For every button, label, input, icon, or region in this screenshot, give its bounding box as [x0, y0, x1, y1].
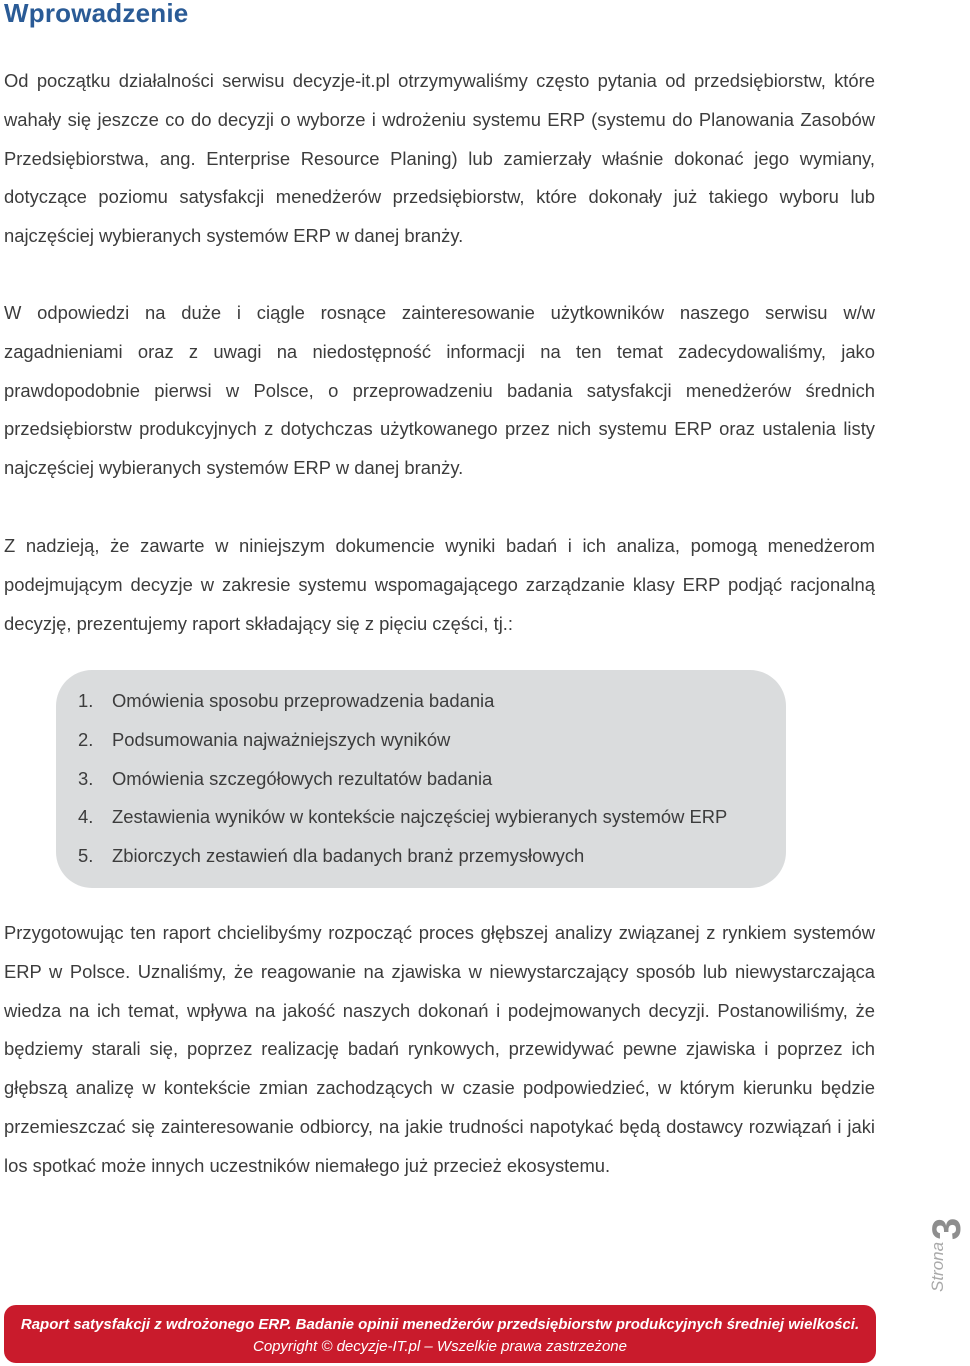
page-title: Wprowadzenie	[4, 0, 189, 28]
page-number: 3	[925, 1217, 969, 1240]
page-marker	[925, 1200, 969, 1300]
list-item-number: 5.	[78, 845, 94, 867]
list-item	[78, 837, 727, 876]
list-item-number: 3.	[78, 767, 94, 789]
intro-paragraph-4: Przygotowując ten raport chcielibyśmy rozpocząć proces głębszej analizy związanej z rynkiem systemów ERP w Polsce. Uznaliśmy, że reagowanie na zjawiska w niewystarczający sposób lub niewystarczająca wiedza na ich temat, wpływa na jakość naszych dokonań i podejmowanych decyzji. Postanowiliśmy, że będziemy starali się, poprzez realizację badań rynkowych, przewidywać pewne zjawiska i poprzez ich głębszą analizę w kontekście zmian zachodzących w czasie podpowiedzieć, w którym kierunku będzie przemieszczać się zainteresowanie odbiorcy, na jakie trudności napotykać będą dostawcy rozwiązań i jaki los spotkać może innych uczestników niemałego już przecież ekosystemu.	[4, 922, 875, 1176]
list-item-text: Podsumowania najważniejszych wyników	[112, 728, 451, 750]
footer-copyright: Copyright © decyzje-IT.pl – Wszelkie prawa zastrzeżone	[253, 1338, 627, 1355]
list-item-number: 4.	[78, 806, 94, 828]
list-item	[78, 682, 727, 721]
page-word: Strona	[928, 1241, 947, 1292]
list-item	[78, 721, 727, 760]
list-item-text: Zestawienia wyników w kontekście najczęściej wybieranych systemów ERP	[112, 806, 728, 828]
footer-bar	[4, 1305, 876, 1363]
report-parts-list	[78, 682, 727, 876]
list-item-text: Omówienia sposobu przeprowadzenia badania	[112, 690, 495, 711]
intro-paragraph-3: Z nadzieją, że zawarte w niniejszym dokumencie wyniki badań i ich analiza, pomogą menedżerom podejmującym decyzje w zakresie systemu wspomagającego zarządzanie klasy ERP podjąć racjonalną decyzję, prezentujemy raport składający się z pięciu części, tj.:	[4, 535, 875, 634]
list-item-text: Zbiorczych zestawień dla badanych branż przemysłowych	[112, 845, 585, 867]
footer-report-title: Raport satysfakcji z wdrożonego ERP. Badanie opinii menedżerów przedsiębiorstw produkcyjnych średniej wielkości.	[20, 1316, 860, 1333]
list-item-number: 2.	[78, 728, 94, 750]
report-parts-box	[56, 670, 786, 888]
list-item	[78, 760, 727, 799]
list-item	[78, 798, 727, 837]
list-item-number: 1.	[78, 690, 94, 711]
intro-paragraph-1: Od początku działalności serwisu decyzje-it.pl otrzymywaliśmy często pytania od przedsiębiorstw, które wahały się jeszcze co do decyzji o wyborze i wdrożeniu systemu ERP (systemu do Planowania Zasobów Przedsiębiorstwa, ang. Enterprise Resource Planing) lub zamierzały właśnie dokonać jego wymiany, dotyczące poziomu satysfakcji menedżerów przedsiębiorstw, które dokonały już takiego wyboru lub najczęściej wybieranych systemów ERP w danej branży.	[4, 70, 875, 247]
intro-paragraph-2: W odpowiedzi na duże i ciągle rosnące zainteresowanie użytkowników naszego serwisu w/w zagadnieniami oraz z uwagi na niedostępność informacji na ten temat zadecydowaliśmy, jako prawdopodobnie pierwsi w Polsce, o przeprowadzeniu badania satysfakcji menedżerów średnich przedsiębiorstw produkcyjnych z dotychczas użytkowanego przez nich systemu ERP oraz ustalenia listy najczęściej wybieranych systemów ERP w danej branży.	[4, 302, 875, 479]
list-item-text: Omówienia szczegółowych rezultatów badania	[112, 767, 493, 789]
